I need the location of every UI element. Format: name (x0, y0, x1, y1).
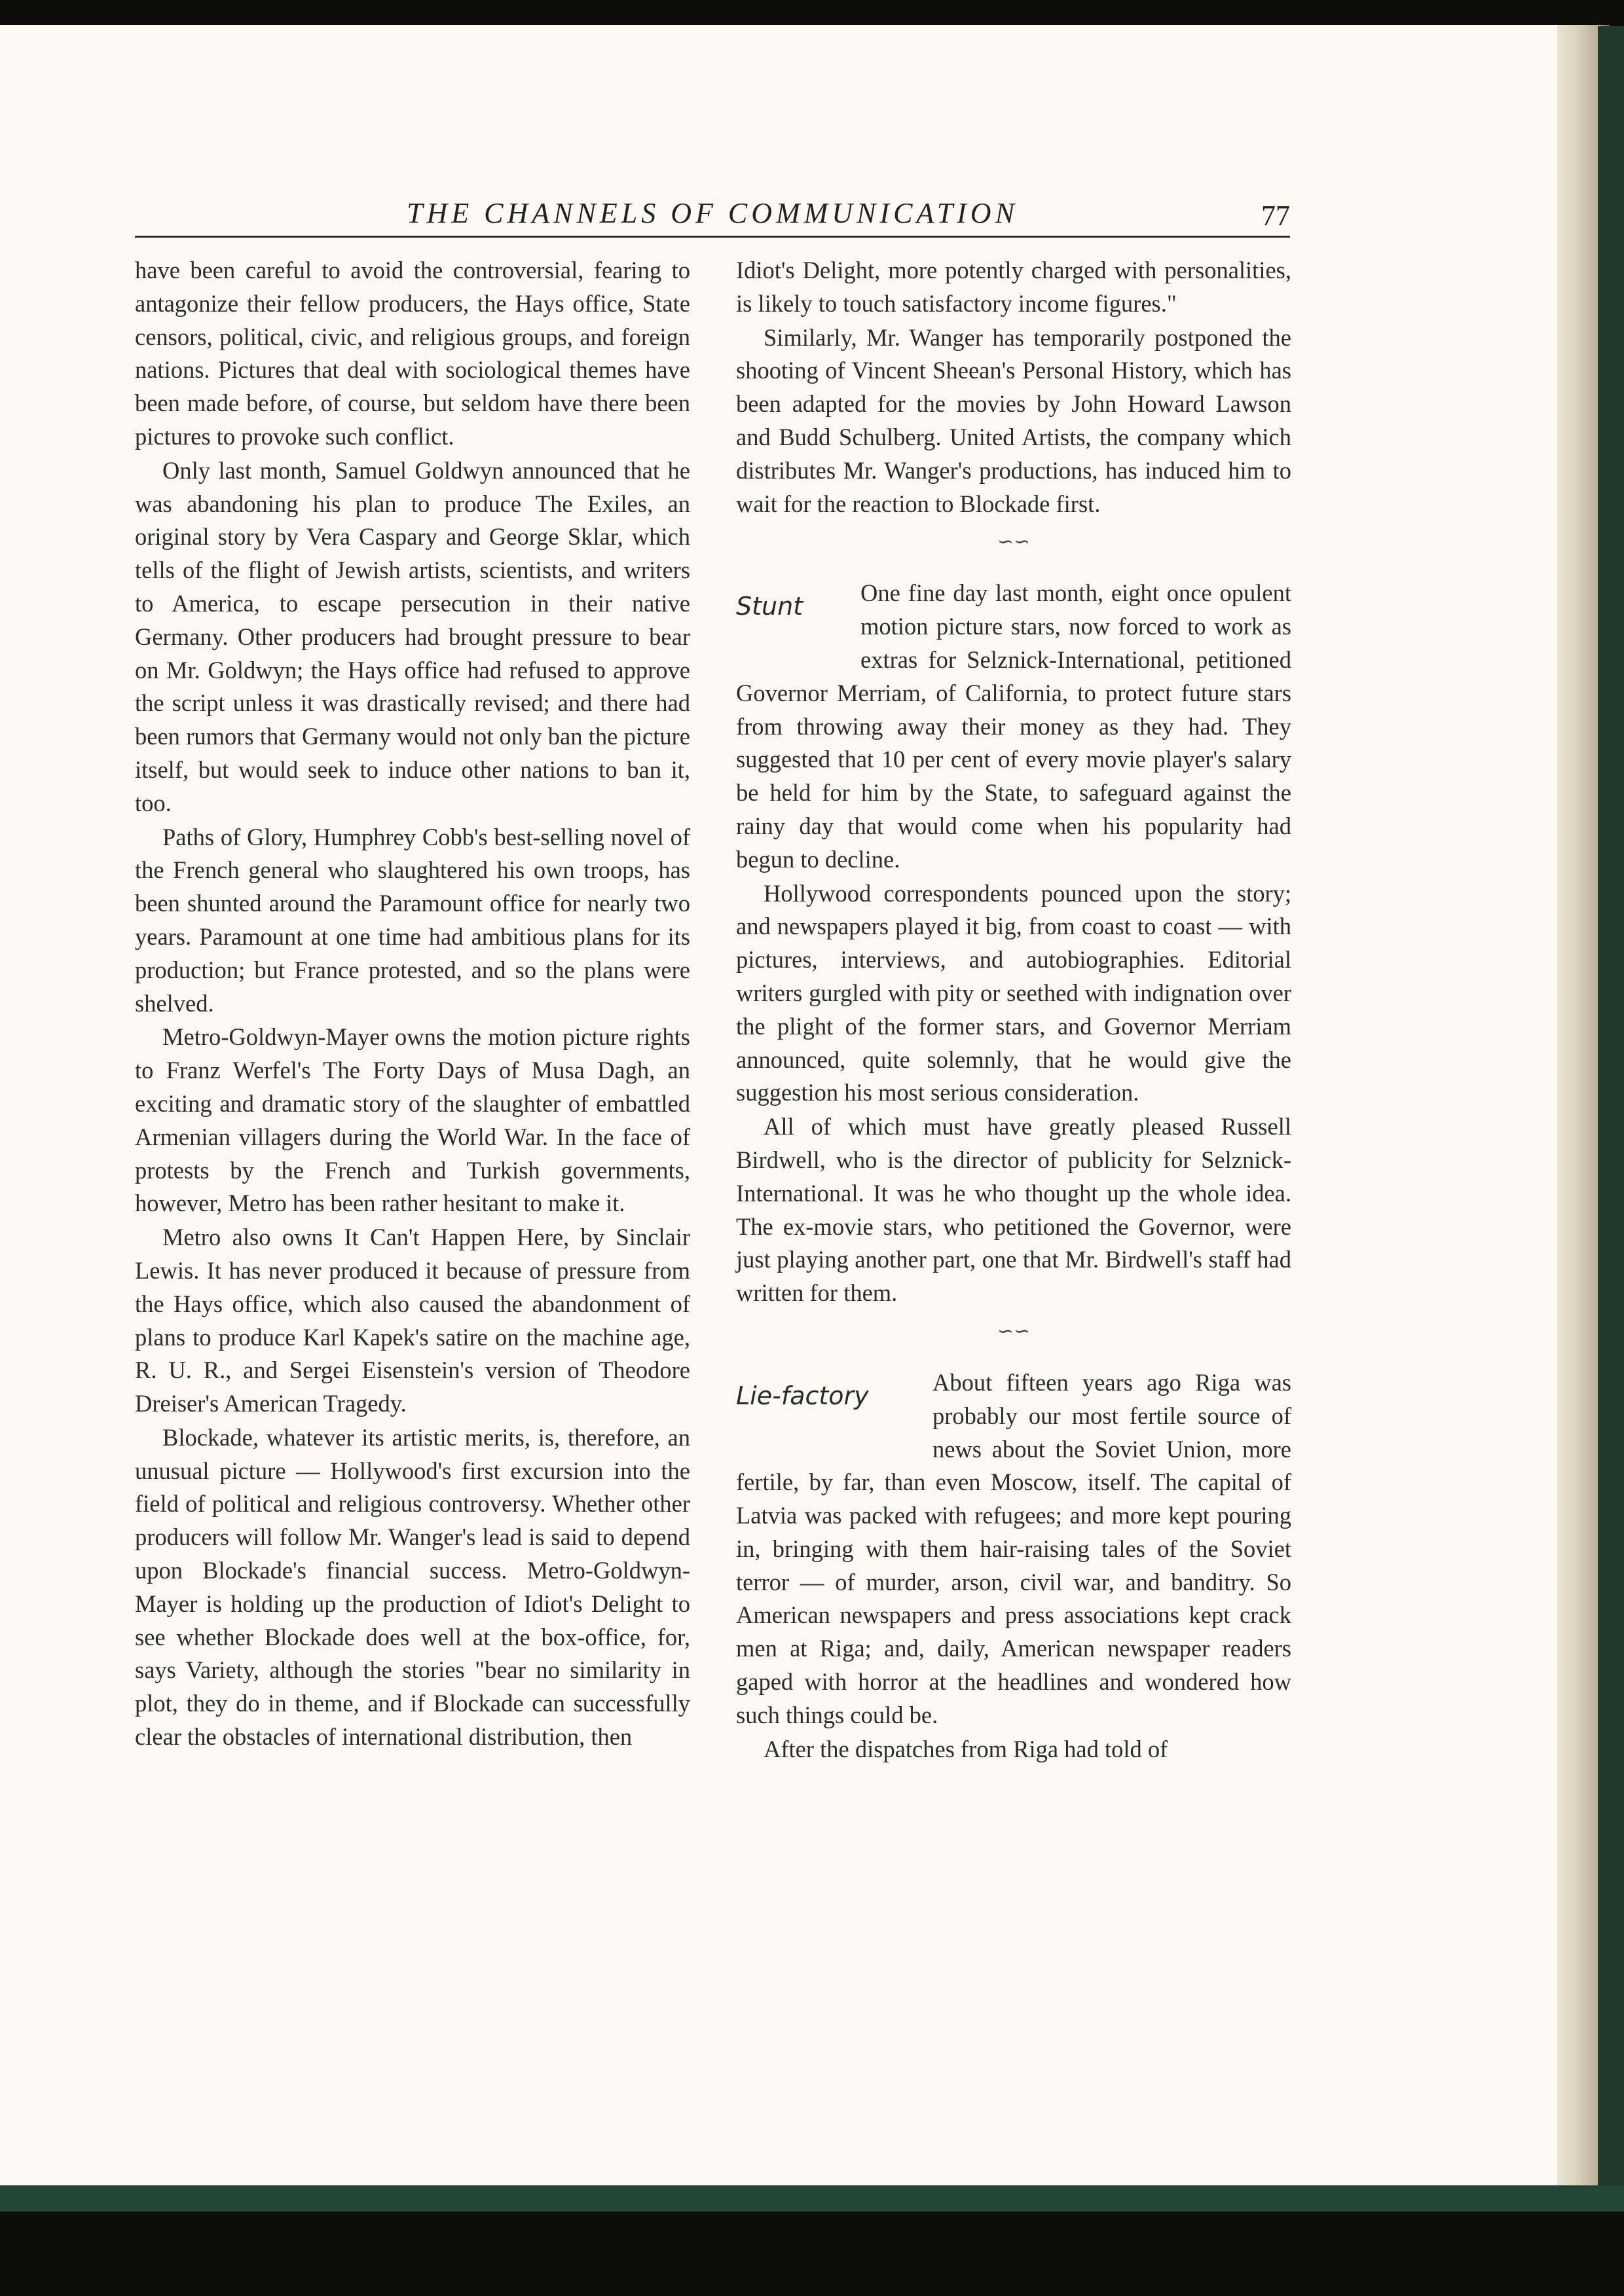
paragraph: have been careful to avoid the controversial, fearing to antagonize their fellow producers, the Hays office, State censors, political, civic, and religious groups, and foreign nations. Pictures that deal with sociological themes have been made before, of course, but seldom have there been pictures to provoke such conflict. (135, 257, 690, 450)
paragraph: Only last month, Samuel Goldwyn announced that he was abandoning his plan to produce The Exiles, an original story by Vera Caspary and George Sklar, which tells of the flight of Jewish artists, scientists, and writers to America, to escape persecution in their native Germany. Other producers had brought pressure to bear on Mr. Goldwyn; the Hays office had refused to approve the script unless it was drastically revised; and there had been rumors that Germany would not only ban the picture itself, but would seek to induce other nations to ban it, too. (135, 456, 690, 816)
left-column (135, 254, 690, 1754)
book-page (0, 25, 1557, 2185)
book-cover-edge (1598, 26, 1624, 2187)
page-header (135, 196, 1290, 238)
section-heading-stunt: Stunt (736, 592, 803, 621)
paragraph: One fine day last month, eight once opulent motion picture stars, now forced to work as extras for Selznick-International, petitioned Governor Merriam, of California, to protect future stars from throwing away their money as they had. They suggested that 10 per cent of every movie player's salary be held for him by the State, to safeguard against the rainy day that would come when his popularity had begun to decline. (736, 579, 1291, 873)
page-number: 77 (1261, 200, 1290, 232)
section-heading-lie-factory: Lie-factory (736, 1381, 869, 1410)
paragraph: After the dispatches from Riga had told of (764, 1735, 1168, 1762)
paragraph: About fifteen years ago Riga was probably our most fertile source of news about the Soviet Union, more fertile, by far, than even Moscow, itself. The capital of Latvia was packed with refugees; and more kept pouring in, bringing with them hair-raising tales of the Soviet terror — of murder, arson, civil war, and banditry. So American newspapers and press associations kept crack men at Riga; and, daily, American newspaper readers gaped with horror at the headlines and wondered how such things could be. (736, 1368, 1291, 1728)
paragraph: Idiot's Delight, more potently charged with personalities, is likely to touch satisfactory income figures." (736, 257, 1291, 317)
paragraph: All of which must have greatly pleased Russell Birdwell, who is the director of publicity for Selznick-International. It was he who thought up the whole idea. The ex-movie stars, who petitioned the Governor, were just playing another part, one that Mr. Birdwell's staff had written for them. (736, 1113, 1291, 1307)
right-column (736, 254, 1291, 1766)
section-ornament: ∽∽ (997, 530, 1031, 554)
paragraph: Metro also owns It Can't Happen Here, by Sinclair Lewis. It has never produced it because of pressure from the Hays office, which also caused the abandonment of plans to produce Karl Kapek's satire on the machine age, R. U. R., and Sergei Eisenstein's version of Theodore Dreiser's American Tragedy. (135, 1224, 690, 1417)
running-head: THE CHANNELS OF COMMUNICATION (407, 197, 1018, 229)
paragraph: Metro-Goldwyn-Mayer owns the motion picture rights to Franz Werfel's The Forty Days of Musa Dagh, an exciting and dramatic story of the slaughter of embattled Armenian villagers during the World War. In the face of protests by the French and Turkish governments, however, Metro has been rather hesitant to make it. (135, 1023, 690, 1217)
paragraph: Hollywood correspondents pounced upon the story; and newspapers played it big, from coast to coast — with pictures, interviews, and autobiographies. Editorial writers gurgled with pity or seethed with indignation over the plight of the former stars, and Governor Merriam announced, quite solemnly, that he would give the suggestion his most serious consideration. (736, 879, 1291, 1106)
paragraph: Similarly, Mr. Wanger has temporarily postponed the shooting of Vincent Sheean's Personal History, which has been adapted for the movies by John Howard Lawson and Budd Schulberg. United Artists, the company which distributes Mr. Wanger's productions, has induced him to wait for the reaction to Blockade first. (736, 323, 1291, 517)
paragraph: Blockade, whatever its artistic merits, is, therefore, an unusual picture — Hollywood's first excursion into the field of political and religious controversy. Whether other producers will follow Mr. Wanger's lead is said to depend upon Blockade's financial success. Metro-Goldwyn-Mayer is holding up the production of Idiot's Delight to see whether Blockade does well at the box-office, for, says Variety, although the stories "bear no similarity in plot, they do in theme, and if Blockade can successfully clear the obstacles of international distribution, then (135, 1423, 690, 1751)
book-cover-bottom (0, 2185, 1624, 2212)
paragraph: Paths of Glory, Humphrey Cobb's best-selling novel of the French general who slaughtered his own troops, has been shunted around the Paramount office for nearly two years. Paramount at one time had ambitious plans for its production; but France protested, and so the plans were shelved. (135, 823, 690, 1017)
section-ornament: ∽∽ (997, 1319, 1031, 1343)
